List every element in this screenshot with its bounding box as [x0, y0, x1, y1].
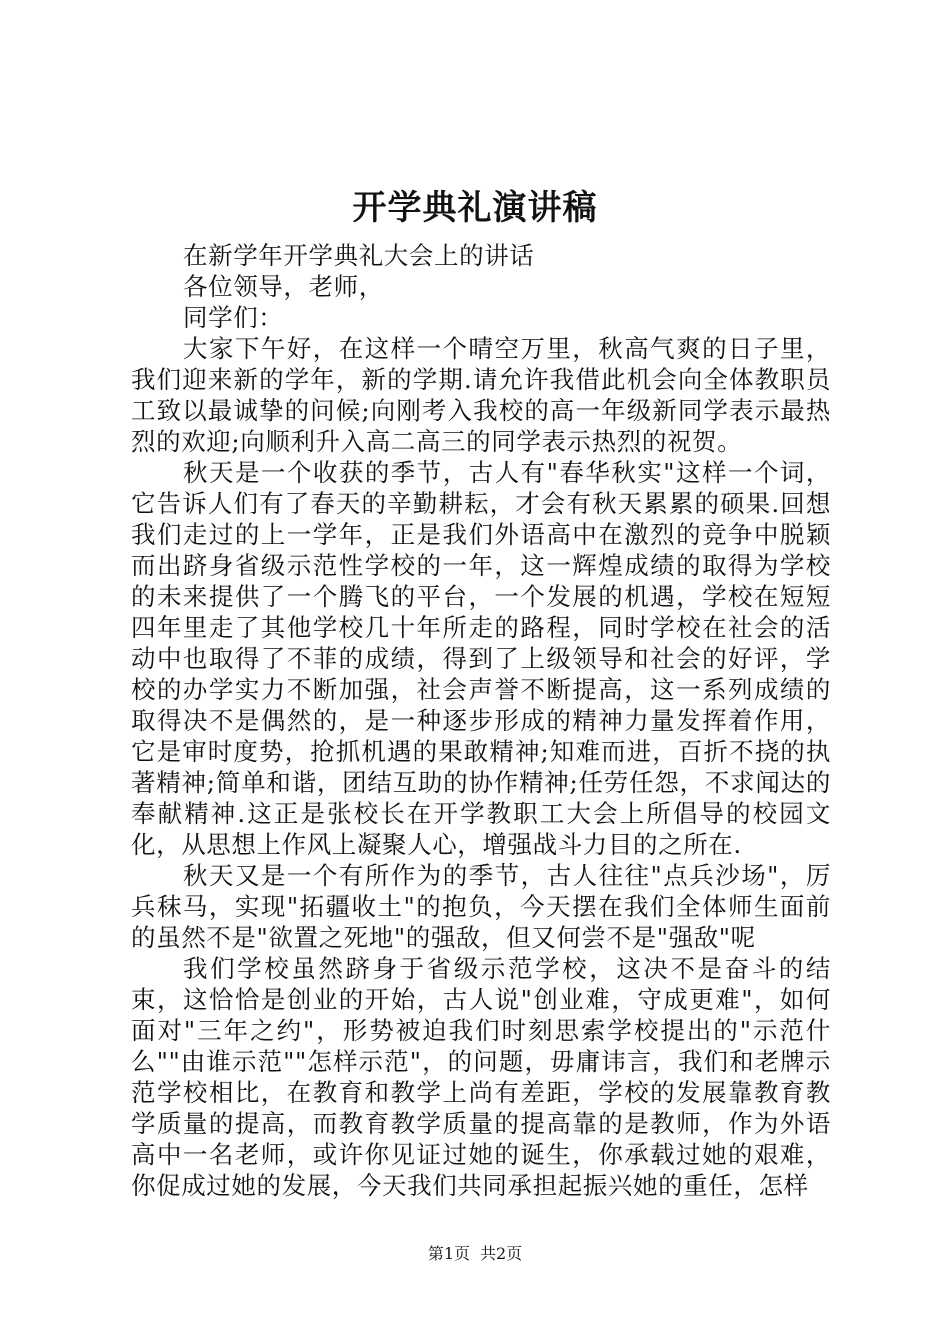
page-total: 共2页 — [480, 1244, 523, 1263]
body-paragraph: 秋天是一个收获的季节，古人有"春华秋实"这样一个词，它告诉人们有了春天的辛勤耕耘，才会有秋天累累的硕果.回想我们走过的上一学年，正是我们外语高中在激烈的竞争中脱颖而出跻身省级示范性学校的一年，这一辉煌成绩的取得为学校的未来提供了一个腾飞的平台，一个发展的机遇，学校在短短四年里走了其他学校几十年所走的路程，同时学校在社会的活动中也取得了不菲的成绩，得到了上级领导和社会的好评，学校的办学实力不断加强，社会声誉不断提高，这一系列成绩的取得决不是偶然的，是一种逐步形成的精神力量发挥着作用，它是审时度势，抢抓机遇的果敢精神;知难而进，百折不挠的执著精神;简单和谐，团结互助的协作精神;任劳任怨，不求闻达的奉献精神.这正是张校长在开学教职工大会上所倡导的校园文化，从思想上作风上凝聚人心，增强战斗力目的之所在. — [131, 458, 831, 859]
body-paragraph: 我们学校虽然跻身于省级示范学校，这决不是奋斗的结束，这恰恰是创业的开始，古人说"创业难，守成更难"，如何面对"三年之约"，形势被迫我们时刻思索学校提出的"示范什么""由谁示范""怎样示范"，的问题，毋庸讳言，我们和老牌示范学校相比，在教育和教学上尚有差距，学校的发展靠教育教学质量的提高，而教育教学质量的提高靠的是教师，作为外语高中一名老师，或许你见证过她的诞生，你承载过她的艰难，你促成过她的发展，今天我们共同承担起振兴她的重任，怎样 — [131, 954, 831, 1200]
speech-heading: 在新学年开学典礼大会上的讲话 — [183, 241, 535, 270]
body-paragraph: 大家下午好，在这样一个晴空万里，秋高气爽的日子里，我们迎来新的学年，新的学期.请允许我借此机会向全体教职员工致以最诚挚的问候;向刚考入我校的高一年级新同学表示最热烈的欢迎;向顺利升入高二高三的同学表示热烈的祝贺。 — [131, 334, 831, 456]
salutation-students: 同学们： — [183, 303, 284, 332]
body-paragraph: 秋天又是一个有所作为的季节，古人往往"点兵沙场"，厉兵秣马，实现"拓疆收土"的抱负，今天摆在我们全体师生面前的虽然不是"欲置之死地"的强敌，但又何尝不是"强敌"呢 — [131, 861, 831, 952]
salutation-leaders: 各位领导，老师， — [183, 272, 384, 301]
page-footer — [0, 1243, 950, 1265]
document-body — [131, 240, 831, 1201]
document-title: 开学典礼演讲稿 — [352, 188, 598, 228]
page-number: 第1页 — [427, 1244, 470, 1263]
